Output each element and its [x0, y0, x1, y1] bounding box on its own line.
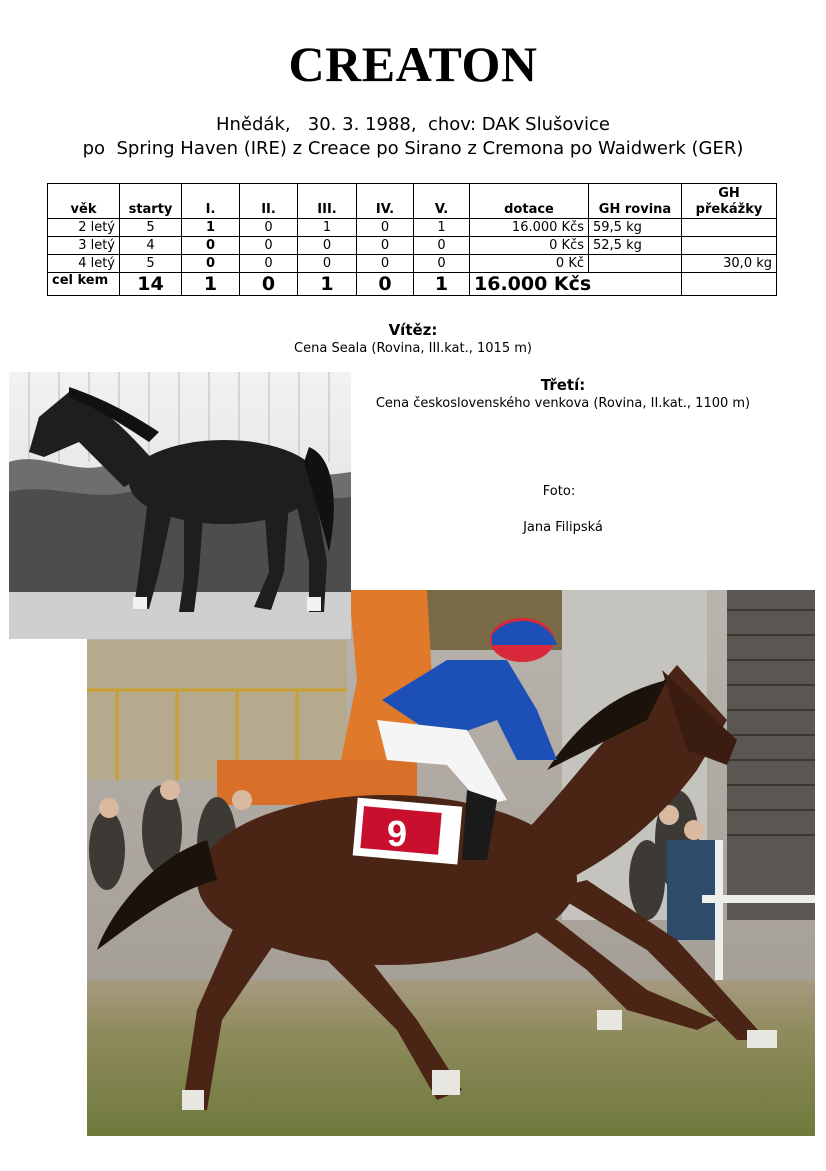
cell-second: 0 — [240, 237, 298, 255]
cell-gh-flat — [589, 255, 682, 273]
winner-heading: Vítěz: — [388, 321, 438, 339]
cell-fourth: 0 — [357, 237, 414, 255]
cell-gh-jump — [682, 219, 777, 237]
cell-fifth: 1 — [414, 219, 470, 237]
photo-credit-name: Jana Filipská — [523, 520, 603, 535]
cell-first: 0 — [182, 237, 240, 255]
winner-race: Cena Seala (Rovina, III.kat., 1015 m) — [294, 341, 532, 356]
col-header-prize-money: dotace — [470, 184, 589, 219]
race-photo — [87, 590, 815, 1136]
cell-total-third: 1 — [298, 273, 357, 296]
table-row — [48, 219, 777, 237]
cell-second: 0 — [240, 255, 298, 273]
cell-age: 4 letý — [48, 255, 120, 273]
cell-third: 0 — [298, 237, 357, 255]
cell-gh-jump — [682, 237, 777, 255]
cell-fifth: 0 — [414, 255, 470, 273]
race-stats-table — [47, 183, 777, 296]
saddle-number: 9 — [387, 813, 408, 854]
cell-gh-flat: 52,5 kg — [589, 237, 682, 255]
cell-first: 1 — [182, 219, 240, 237]
cell-total-money: 16.000 Kčs — [470, 273, 682, 296]
third-race: Cena československého venkova (Rovina, II.kat., 1100 m) — [375, 396, 751, 411]
cell-starts: 5 — [120, 255, 182, 273]
cell-total-first: 1 — [182, 273, 240, 296]
cell-third: 1 — [298, 219, 357, 237]
col-header-gh-jump: GH překážky — [682, 184, 777, 219]
cell-third: 0 — [298, 255, 357, 273]
col-header-gh-flat: GH rovina — [589, 184, 682, 219]
cell-money: 0 Kčs — [470, 237, 589, 255]
col-header-third: III. — [298, 184, 357, 219]
third-heading: Třetí: — [540, 376, 586, 394]
cell-fourth: 0 — [357, 219, 414, 237]
cell-gh-flat: 59,5 kg — [589, 219, 682, 237]
cell-age: 3 letý — [48, 237, 120, 255]
horse-portrait-photo — [9, 372, 351, 639]
table-row — [48, 255, 777, 273]
horse-pedigree: po Spring Haven (IRE) z Creace po Sirano z Cremona po Waidwerk (GER) — [82, 138, 744, 159]
table-header-row — [48, 184, 777, 219]
col-header-fifth: V. — [414, 184, 470, 219]
col-header-first: I. — [182, 184, 240, 219]
cell-gh-jump: 30,0 kg — [682, 255, 777, 273]
cell-money: 16.000 Kčs — [470, 219, 589, 237]
cell-total-starts: 14 — [120, 273, 182, 296]
cell-starts: 5 — [120, 219, 182, 237]
cell-total-fifth: 1 — [414, 273, 470, 296]
cell-total-fourth: 0 — [357, 273, 414, 296]
photo-credit-label: Foto: — [542, 484, 576, 499]
cell-starts: 4 — [120, 237, 182, 255]
cell-total-second: 0 — [240, 273, 298, 296]
cell-first: 0 — [182, 255, 240, 273]
horse-name: CREATON — [288, 36, 538, 92]
col-header-starts: starty — [120, 184, 182, 219]
table-total-row — [48, 273, 777, 296]
cell-second: 0 — [240, 219, 298, 237]
cell-fourth: 0 — [357, 255, 414, 273]
cell-money: 0 Kč — [470, 255, 589, 273]
table-row — [48, 237, 777, 255]
col-header-second: II. — [240, 184, 298, 219]
cell-total-label: cel kem — [48, 273, 120, 296]
col-header-fourth: IV. — [357, 184, 414, 219]
horse-details: Hnědák, 30. 3. 1988, chov: DAK Slušovice — [215, 114, 610, 135]
col-header-age: věk — [48, 184, 120, 219]
cell-age: 2 letý — [48, 219, 120, 237]
cell-fifth: 0 — [414, 237, 470, 255]
cell-total-empty — [682, 273, 777, 296]
